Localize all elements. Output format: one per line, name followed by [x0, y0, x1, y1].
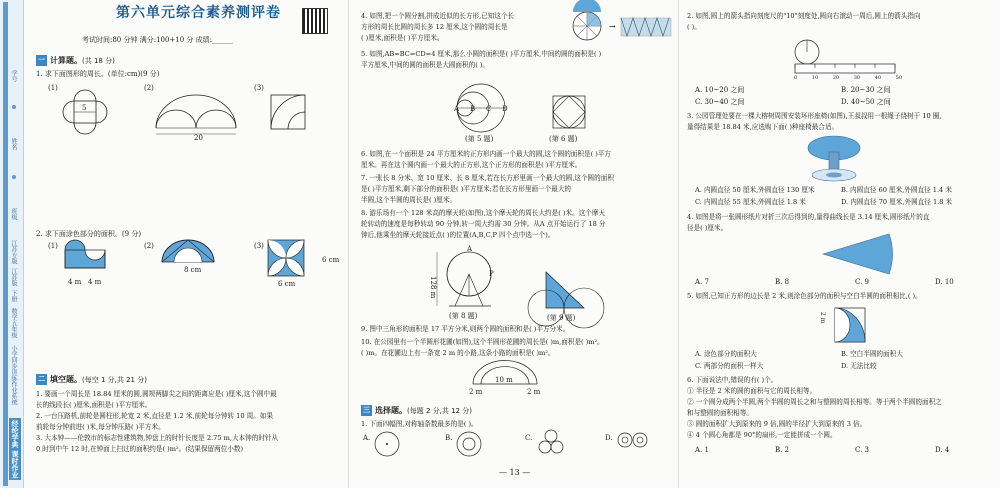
s1-q1-label-2: (2)	[144, 84, 154, 92]
s3-q1-opt-a: A.	[363, 434, 371, 442]
q2-opt-b: B. 20~30 之间	[841, 86, 891, 94]
option-a-figure	[373, 430, 403, 460]
q5-caption: (第 5 题)	[465, 135, 494, 143]
figure-circle-to-rect	[571, 10, 676, 44]
q4-line-1: 4. 如图,把一个圆分割,拼成近似的长方形,已知这个长	[361, 12, 515, 20]
q10-line-1: 10. 在公园里有一个半圆形花圃(如图),这个半圆形花圃的周长是( )m,面积是( )m²。	[361, 338, 604, 346]
s2-line-4: 前轮每分钟前进( )米,每分钟压路( )平方米。	[36, 423, 165, 431]
q5-label-c: C	[486, 105, 492, 113]
qr-code	[302, 8, 328, 34]
c3-q2-line-1: 2. 如图,圆上的箭头指向刻度尺的"10"刻度处,圆向右滚动一周后,圆上的箭头指向	[687, 12, 921, 20]
c3-q6-line-2: ① 半径是 2 米的圆的面积与它的周长相等。	[687, 387, 817, 395]
q4-line-3: ( )厘米,面积是( )平方厘米。	[361, 34, 444, 42]
figure-shaded-1	[61, 240, 131, 282]
section-3-title: 选择题。	[375, 406, 407, 415]
c3-q4-line-1: 4. 如图是将一张圆形纸片对折三次后得到的,量得曲线长是 3.14 厘米,圆形纸片的直	[687, 213, 930, 221]
ruler-ticks	[794, 74, 902, 83]
s2-line-2: 长的线段长( )厘米,面积是( )平方厘米。	[36, 401, 152, 409]
sidebar-label-id: 学号	[10, 70, 17, 82]
c3-q6-line-1: 6. 下面说法中,错误的有( )个。	[687, 376, 778, 384]
sidebar-label-class: 班级	[10, 208, 17, 220]
c3-q6-line-5: ③ 圆的面积扩大到原来的 9 倍,圆的半径扩大到原来的 3 倍。	[687, 420, 867, 428]
section-3-number: 三	[363, 406, 370, 414]
q7-line-3: 半圆,这个半圆的周长是( )厘米。	[361, 196, 457, 204]
section-1-number: 一	[38, 56, 45, 64]
c3-q3-line-1: 3. 公园管理处要在一棵大榕树周围安装环形座椅(如图),王叔叔用一根绳子绕树干 10 圈,	[687, 112, 942, 120]
q8-dim-height: 128 m	[429, 276, 437, 299]
s2-line-3: 2. 一台压路机,前轮是圆柱形,轮宽 2 米,直径是 1.2 米,前轮每分钟转 10 周。如果	[36, 412, 274, 420]
section-2-header	[36, 374, 147, 385]
s1-q1-label-3: (3)	[254, 84, 264, 92]
figure-shaded-3	[264, 236, 314, 286]
page-number: — 13 —	[499, 468, 531, 477]
column-left	[26, 0, 348, 488]
c3-q6-line-3: ② 一个圆分成两个半圆,两个半圆的周长之和与整圆的周长相等。等于两个半圆的面积之	[687, 398, 942, 406]
q4-opt-d: D. 10	[935, 278, 954, 286]
ruler-0: 0	[794, 75, 798, 81]
s2-line-5: 3. 大本钟——伦敦市的标志性建筑物,钟盘上的时针长度是 2.75 m,大本钟的时针从	[36, 434, 279, 442]
s2-line-6: 0 时到中午 12 时,在钟面上扫过的面积约是( )m²。(结果保留两位小数)	[36, 445, 244, 453]
section-2-score: (每空 1 分,共 21 分)	[82, 376, 147, 384]
q2-opt-d: D. 40~50 之间	[841, 98, 891, 106]
sidebar-label-volume: 下册	[10, 290, 17, 302]
q10-dim-2m-a: 2 m	[469, 388, 483, 396]
q5-opt-c: C. 两部分的面积一样大	[695, 362, 764, 370]
q10-dim-10m: 10 m	[495, 376, 513, 384]
s3-q1-opt-c: C.	[525, 434, 533, 442]
q4-line-2: 方形的周长比圆的周长多 12 厘米,这个圆的周长是	[361, 23, 508, 31]
q8-line-1: 8. 游乐场有一个 128 米高的摩天轮(如图),这个摩天轮的周长大约是( )米。这个摩天	[361, 209, 606, 217]
q9-caption: (第 9 题)	[547, 314, 576, 322]
s3-q1-opt-d: D.	[605, 434, 613, 442]
q6-caption: (第 6 题)	[549, 135, 578, 143]
s2-line-1: 1. 要画一个周长是 18.84 厘米的圆,圆规两脚尖之间的距离应是( )厘米,这个圆中最	[36, 390, 277, 398]
q6-opt-a: A. 1	[695, 446, 709, 454]
ruler-10: 10	[811, 75, 819, 81]
q6-opt-b: B. 2	[775, 446, 790, 454]
column-middle	[348, 0, 678, 488]
q8-caption: (第 8 题)	[449, 312, 478, 320]
c3-q3-line-2: 量得结果是 18.84 米,应选购下面( )种座椅最合适。	[687, 123, 839, 131]
q8-label-p: P	[489, 270, 494, 278]
q10-line-2: ( )m。在花圃边上有一条宽 2 m 的小路,这条小路的面积是( )m²。	[361, 349, 555, 357]
figure-square-semicircle	[829, 304, 869, 346]
figure-tree-bench	[799, 134, 869, 184]
s1-dim-4m-b: 4 m	[88, 278, 102, 286]
ruler-50: 50	[895, 75, 903, 81]
q5-opt-a: A. 涂色部分的面积大	[695, 350, 757, 358]
c3-q2-line-2: ( )。	[687, 23, 701, 31]
option-b-figure	[455, 430, 485, 460]
s1-dim-6cm-a: 6 cm	[322, 256, 340, 264]
q8-line-2: 轮转动的速度是每秒转动 90 分钟,转一周大约需 30 分钟。从A 点开始运行了 18 分	[361, 220, 606, 228]
svg-text:→: →	[609, 22, 616, 31]
sidebar-label-name: 姓名	[10, 138, 17, 150]
section-2-title: 填空题。	[50, 375, 82, 384]
s3-q1: 1. 下面四幅图,对称轴条数最多的是( )。	[361, 420, 478, 428]
s1-q1-label-1: (1)	[48, 84, 58, 92]
sidebar-label-grade: 数学五年级	[10, 308, 17, 338]
page-title: 第六单元综合素养测评卷	[116, 5, 281, 21]
figure-semicircle-path	[467, 358, 543, 390]
section-1-header	[36, 55, 115, 66]
exam-info: 考试时间:80 分钟 满分:100+10 分 成绩:______	[82, 36, 234, 44]
s1-q1: 1. 求下面图形的周长。(单位:cm)(9 分)	[36, 70, 160, 78]
sidebar-label-version: 江苏版	[10, 268, 17, 286]
q3-opt-b: B. 内圆直径 60 厘米,外圆直径 1.4 米	[841, 186, 952, 194]
q8-label-a: A	[467, 245, 473, 253]
sidebar-label-edition: 江苏专版	[10, 240, 17, 264]
sidebar-dot	[12, 175, 16, 179]
q4-opt-a: A. 7	[695, 278, 709, 286]
q4-opt-b: B. 8	[775, 278, 790, 286]
option-c-figure	[535, 428, 569, 458]
q7-line-2: 是( )平方厘米,剩下部分的面积是( )平方厘米;若在长方形里画一个最大的	[361, 185, 572, 193]
q6-line-1: 6. 如图,在一个面积是 24 平方厘米的正方形内画一个最大的圆,这个圆的面积是( )平方	[361, 150, 611, 158]
column-right	[678, 0, 1000, 488]
section-3-header	[361, 405, 472, 416]
ruler-20: 20	[832, 75, 840, 81]
s1-dim-5: 5	[82, 104, 87, 112]
q3-opt-a: A. 内圆直径 50 厘米,外圆直径 130 厘米	[695, 186, 815, 194]
figure-q6-square-circle	[551, 94, 587, 130]
figure-q9-triangle	[544, 268, 592, 312]
s1-q2: 2. 求下面涂色部分的面积。(9 分)	[36, 230, 142, 238]
section-3-score: (每题 2 分,共 12 分)	[407, 407, 472, 415]
q10-dim-2m-b: 2 m	[527, 388, 541, 396]
s1-q2-label-3: (3)	[254, 242, 264, 250]
figure-ferris-wheel	[429, 248, 499, 310]
option-d-figure	[615, 430, 649, 454]
s1-dim-8cm: 8 cm	[184, 266, 202, 274]
q8-line-3: 钟后,他乘坐的摩天轮接近点( )的位置(A,B,C,P 四个点中选一个)。	[361, 231, 555, 239]
s1-dim-4m-a: 4 m	[68, 278, 82, 286]
q5-line-2: 平方厘米,中间的圆的面积是大圆面积的( )。	[361, 61, 490, 69]
s1-q2-label-1: (1)	[48, 242, 58, 250]
q9-line-1: 9. 图中三角形的面积是 17 平方分米,则两个圆的面积和是( )平方分米。	[361, 325, 570, 333]
q3-opt-d: D. 内圆直径 70 厘米,外圆直径 1.8 米	[841, 198, 953, 206]
section-1-score: (共 18 分)	[82, 57, 115, 65]
sidebar-stripe	[3, 2, 8, 486]
c3-q5-line-1: 5. 如图,已知正方形的边长是 2 米,则涂色部分的面积与空白半圆的面积相比,( )。	[687, 292, 922, 300]
s1-dim-6cm-b: 6 cm	[278, 280, 296, 288]
ruler-30: 30	[853, 75, 861, 81]
section-1-title: 计算题。	[50, 56, 82, 65]
c3-q4-line-2: 径是( )厘米。	[687, 224, 728, 232]
q2-opt-c: C. 30~40 之间	[695, 98, 745, 106]
c3-q6-line-4: 和与整圆的面积相等。	[687, 409, 753, 417]
ruler-40: 40	[874, 75, 882, 81]
q6-line-2: 厘米。再在这个圆内画一个最大的正方形,这个正方形的面积是( )平方厘米。	[361, 161, 582, 169]
q4-opt-c: C. 9	[855, 278, 870, 286]
q5-label-b: B	[470, 105, 476, 113]
section-2-number: 二	[38, 375, 45, 383]
figure-sector	[819, 230, 899, 278]
sidebar-brand: 经纶学典 课时作业	[11, 419, 19, 478]
q6-opt-c: C. 3	[855, 446, 870, 454]
sidebar-series: 小学同步讲练作业系统	[10, 345, 17, 405]
figure-quarter	[266, 90, 316, 140]
q5-label-d: D	[502, 105, 508, 113]
q5-opt-d: D. 无法比较	[841, 362, 877, 370]
q7-line-1: 7. 一张长 8 分米、宽 10 厘米、长 8 厘米,若在长方形里画一个最大的圆,这个圆的面积	[361, 174, 614, 182]
q5-opt-b: B. 空白半圆的面积大	[841, 350, 903, 358]
q3-opt-c: C. 内圆直径 55 厘米,外圆直径 1.8 米	[695, 198, 806, 206]
q2-opt-a: A. 10~20 之间	[695, 86, 745, 94]
sidebar-dot	[12, 105, 16, 109]
c3-q6-line-6: ④ 4 个圆心角都是 90°的扇形,一定能拼成一个圆。	[687, 431, 837, 439]
s1-dim-20: 20	[194, 134, 203, 142]
s1-q2-label-2: (2)	[144, 242, 154, 250]
binding-sidebar	[0, 0, 24, 488]
q5-line-1: 5. 如图,AB=BC=CD=4 厘米,那么小圆的面积是( )平方厘米,中间的圆的面积是( )	[361, 50, 602, 58]
figure-ruler-circle	[791, 32, 901, 78]
q5-dim: 2 m	[819, 312, 826, 324]
q5-label-a: A	[454, 105, 460, 113]
s3-q1-opt-b: B.	[445, 434, 453, 442]
q6-opt-d: D. 4	[935, 446, 950, 454]
